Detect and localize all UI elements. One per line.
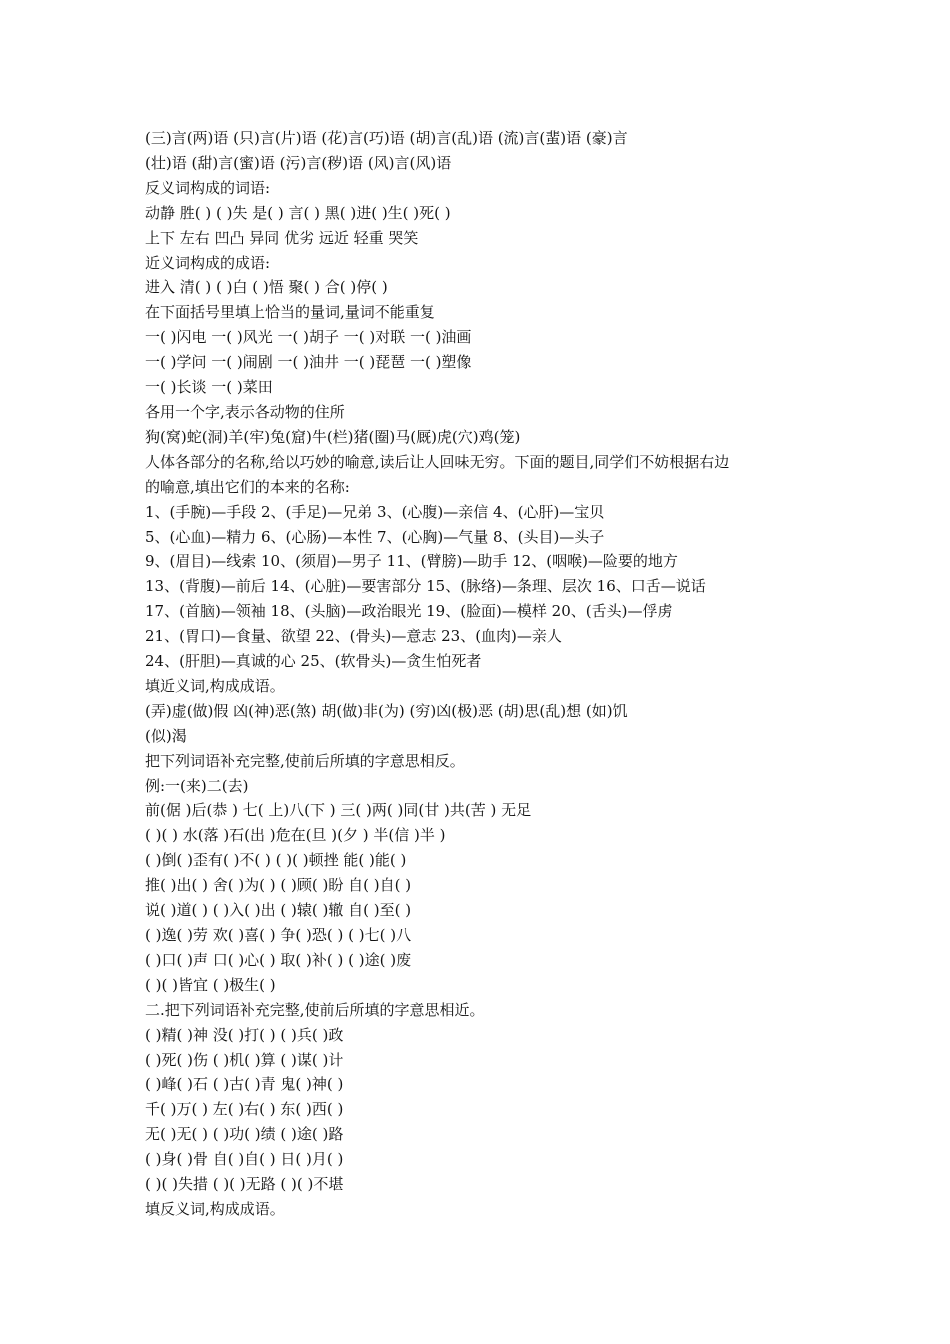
text-line: ( )口( )声 口( )心( ) 取( )补( ) ( )途( )废 xyxy=(145,950,412,969)
section-heading: 填近义词,构成成语。 xyxy=(145,676,285,695)
section-heading: 反义词构成的词语: xyxy=(145,178,271,197)
section-heading: 近义词构成的成语: xyxy=(145,253,271,272)
example-line: 例:一(来)二(去) xyxy=(145,776,249,795)
text-line: 上下 左右 凹凸 异同 优劣 远近 轻重 哭笑 xyxy=(145,228,419,247)
text-line: 一( )闪电 一( )风光 一( )胡子 一( )对联 一( )油画 xyxy=(145,328,472,347)
text-line: 13、(背腹)—前后 14、(心脏)—要害部分 15、(脉络)—条理、层次 16、口舌—说话 xyxy=(145,577,706,596)
text-line: 无( )无( ) ( )功( )绩 ( )途( )路 xyxy=(145,1125,344,1144)
text-line: 千( )万( ) 左( )右( ) 东( )西( ) xyxy=(145,1100,344,1119)
text-line: (壮)语 (甜)言(蜜)语 (污)言(秽)语 (风)言(风)语 xyxy=(145,153,452,172)
text-line: 21、(胃口)—食量、欲望 22、(骨头)—意志 23、(血肉)—亲人 xyxy=(145,627,562,646)
text-line: 1、(手腕)—手段 2、(手足)—兄弟 3、(心腹)—亲信 4、(心肝)—宝贝 xyxy=(145,502,605,521)
text-line: ( )( )失措 ( )( )无路 ( )( )不堪 xyxy=(145,1175,344,1194)
text-line: 一( )长谈 一( )菜田 xyxy=(145,378,273,397)
section-heading: 各用一个字,表示各动物的住所 xyxy=(145,402,345,421)
document-body xyxy=(145,126,810,1222)
text-line: ( )倒( )歪有( )不( ) ( )( )顿挫 能( )能( ) xyxy=(145,851,407,870)
text-line: 推( )出( ) 舍( )为( ) ( )顾( )盼 自( )自( ) xyxy=(145,876,412,895)
text-line: 24、(肝胆)—真诚的心 25、(软骨头)—贪生怕死者 xyxy=(145,652,482,671)
section-heading: 在下面括号里填上恰当的量词,量词不能重复 xyxy=(145,303,435,322)
text-line: ( )峰( )石 ( )古( )青 鬼( )神( ) xyxy=(145,1075,344,1094)
text-line: ( )精( )神 没( )打( ) ( )兵( )政 xyxy=(145,1025,344,1044)
text-line: ( )( ) 水(落 )石(出 )危在(旦 )(夕 ) 半(信 )半 ) xyxy=(145,826,446,845)
text-line: ( )身( )骨 自( )自( ) 日( )月( ) xyxy=(145,1150,344,1169)
text-line: 17、(首脑)—领袖 18、(头脑)—政治眼光 19、(脸面)—模样 20、(舌头)—俘虏 xyxy=(145,602,673,621)
section-heading: 的喻意,填出它们的本来的名称: xyxy=(145,477,350,496)
text-line: 动静 胜( ) ( )失 是( ) 言( ) 黑( )进( )生( )死( ) xyxy=(145,203,451,222)
text-line: (三)言(两)语 (只)言(片)语 (花)言(巧)语 (胡)言(乱)语 (流)言(蜚)语 (豪)言 xyxy=(145,129,628,147)
text-line: 狗(窝)蛇(洞)羊(牢)兔(窟)牛(栏)猪(圈)马(厩)虎(穴)鸡(笼) xyxy=(145,427,521,446)
text-line: (弄)虚(做)假 凶(神)恶(煞) 胡(做)非(为) (穷)凶(极)恶 (胡)思(乱)想 (如)饥 xyxy=(145,701,628,720)
text-line: (似)渴 xyxy=(145,726,187,745)
text-line: ( )死( )伤 ( )机( )算 ( )谋( )计 xyxy=(145,1050,344,1069)
text-line: 进入 清( ) ( )白 ( )悟 聚( ) 合( )停( ) xyxy=(145,278,388,297)
text-line: 一( )学问 一( )闹剧 一( )油井 一( )琵琶 一( )塑像 xyxy=(145,353,472,372)
text-line: 9、(眉目)—线索 10、(须眉)—男子 11、(臂膀)—助手 12、(咽喉)—险要的地方 xyxy=(145,552,678,571)
section-heading: 二.把下列词语补充完整,使前后所填的字意思相近。 xyxy=(145,1000,485,1019)
text-line: 5、(心血)—精力 6、(心肠)—本性 7、(心胸)—气量 8、(头目)—头子 xyxy=(145,527,605,546)
section-heading: 人体各部分的名称,给以巧妙的喻意,读后让人回味无穷。下面的题目,同学们不妨根据右边 xyxy=(145,452,730,471)
text-line: ( )逸( )劳 欢( )喜( ) 争( )恐( ) ( )七( )八 xyxy=(145,926,412,944)
section-heading: 把下列词语补充完整,使前后所填的字意思相反。 xyxy=(145,751,465,770)
text-line: 前(倨 )后(恭 ) 七( 上)八(下 ) 三( )两( )同(甘 )共(苦 ) 无足 xyxy=(145,801,532,820)
text-line: 说( )道( ) ( )入( )出 ( )辕( )辙 自( )至( ) xyxy=(145,901,412,920)
section-heading: 填反义词,构成成语。 xyxy=(145,1199,285,1218)
text-line: ( )( )皆宜 ( )极生( ) xyxy=(145,975,276,994)
